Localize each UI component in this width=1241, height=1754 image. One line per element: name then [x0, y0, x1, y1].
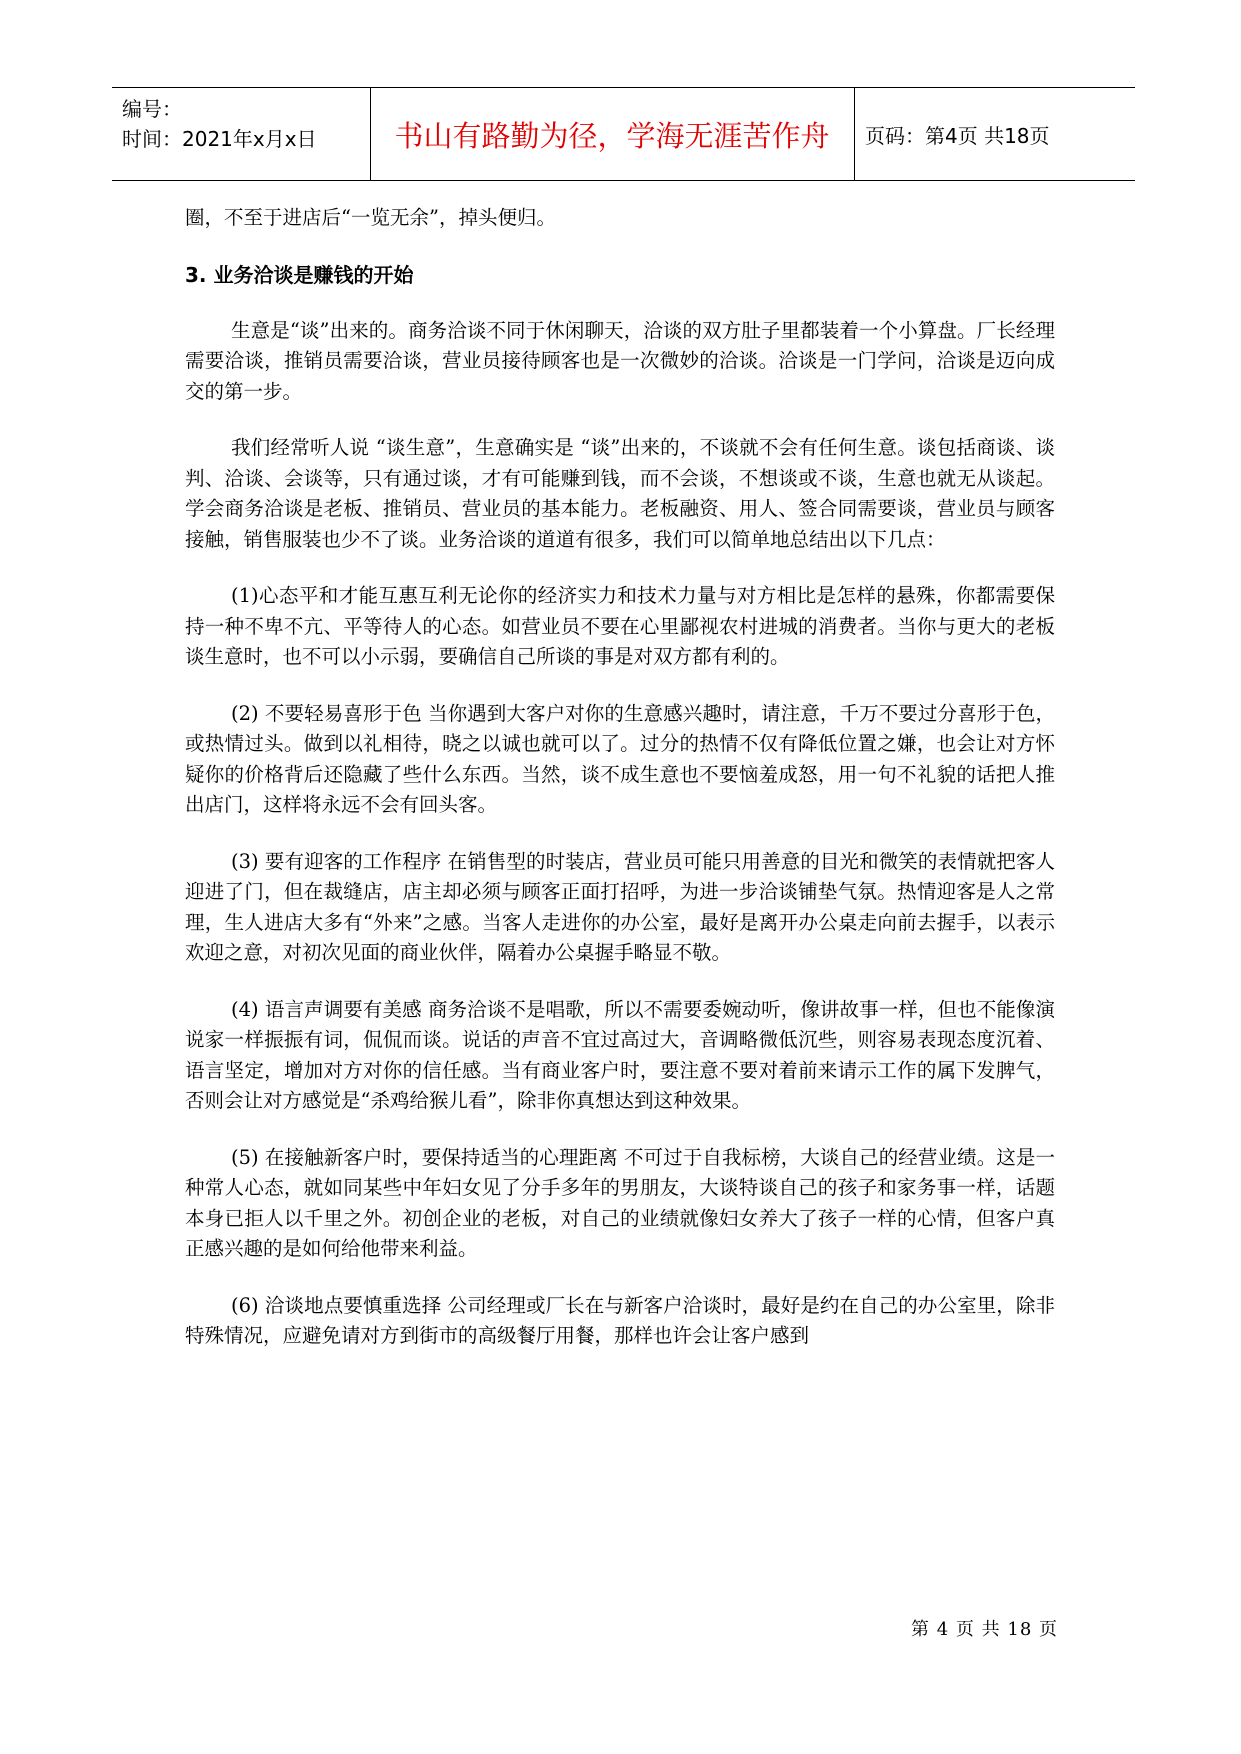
paragraph: (5) 在接触新客户时，要保持适当的心理距离 不可过于自我标榜，大谈自己的经营业绩。这是一种常人心态，就如同某些中年妇女见了分手多年的男朋友，大谈特谈自己的孩子和家务事一样，话题本身已拒人以千里之外。初创企业的老板，对自己的业绩就像妇女养大了孩子一样的心情，但客户真正感兴趣的是如何给他带来利益。	[185, 1145, 1055, 1260]
page-header	[112, 87, 1135, 181]
page-footer: 第 4 页 共 18 页	[911, 1619, 1058, 1640]
paragraph: (1)心态平和才能互惠互利无论你的经济实力和技术力量与对方相比是怎样的悬殊，你都需要保持一种不卑不亢、平等待人的心态。如营业员不要在心里鄙视农村进城的消费者。当你与更大的老板谈生意时，也不可以小示弱，要确信自己所谈的事是对双方都有利的。	[185, 584, 1055, 668]
document-body	[185, 203, 1055, 1378]
paragraph: (3) 要有迎客的工作程序 在销售型的时装店，营业员可能只用善意的目光和微笑的表情就把客人迎进了门，但在裁缝店，店主却必须与顾客正面打招呼，为进一步洽谈铺垫气氛。热情迎客是人之常理，生人进店大多有“外来”之感。当客人走进你的办公室，最好是离开办公桌走向前去握手，以表示欢迎之意，对初次见面的商业伙伴，隔着办公桌握手略显不敬。	[185, 849, 1055, 964]
paragraph: 我们经常听人说 “谈生意”，生意确实是 “谈”出来的，不谈就不会有任何生意。谈包括商谈、谈判、洽谈、会谈等，只有通过谈，才有可能赚到钱，而不会谈，不想谈或不谈，生意也就无从谈起。学会商务洽谈是老板、推销员、营业员的基本能力。老板融资、用人、签合同需要谈，营业员与顾客接触，销售服装也少不了谈。业务洽谈的道道有很多，我们可以简单地总结出以下几点：	[185, 436, 1055, 551]
header-motto: 书山有路勤为径，学海无涯苦作舟	[394, 118, 830, 153]
paragraph: (6) 洽谈地点要慎重选择 公司经理或厂长在与新客户洽谈时，最好是约在自己的办公室里，除非特殊情况，应避免请对方到街市的高级餐厅用餐，那样也许会让客户感到	[185, 1293, 1055, 1347]
document-time-label: 时间：2021年x月x日	[122, 127, 317, 151]
paragraph: 生意是“谈”出来的。商务洽谈不同于休闲聊天，洽谈的双方肚子里都装着一个小算盘。厂长经理需要洽谈，推销员需要洽谈，营业员接待顾客也是一次微妙的洽谈。洽谈是一门学问，洽谈是迈向成交的第一步。	[185, 318, 1055, 403]
header-page-info: 页码：第4页 共18页	[865, 123, 1050, 148]
paragraph-continuation: 圈，不至于进店后“一览无余”，掉头便归。	[185, 206, 556, 229]
paragraph: (2) 不要轻易喜形于色 当你遇到大客户对你的生意感兴趣时，请注意，千万不要过分喜形于色，或热情过头。做到以礼相待，晓之以诚也就可以了。过分的热情不仅有降低位置之嫌，也会让对方怀疑你的价格背后还隐藏了些什么东西。当然，谈不成生意也不要恼羞成怒，用一句不礼貌的话把人推出店门，这样将永远不会有回头客。	[185, 701, 1055, 816]
section-title: 3. 业务洽谈是赚钱的开始	[185, 262, 414, 287]
paragraph: (4) 语言声调要有美感 商务洽谈不是唱歌，所以不需要委婉动听，像讲故事一样，但也不能像演说家一样振振有词，侃侃而谈。说话的声音不宜过高过大，音调略微低沉些，则容易表现态度沉着、语言坚定，增加对方对你的信任感。当有商业客户时，要注意不要对着前来请示工作的属下发脾气，否则会让对方感觉是“杀鸡给猴儿看”，除非你真想达到这种效果。	[185, 997, 1055, 1112]
document-number-label: 编号：	[122, 97, 182, 121]
